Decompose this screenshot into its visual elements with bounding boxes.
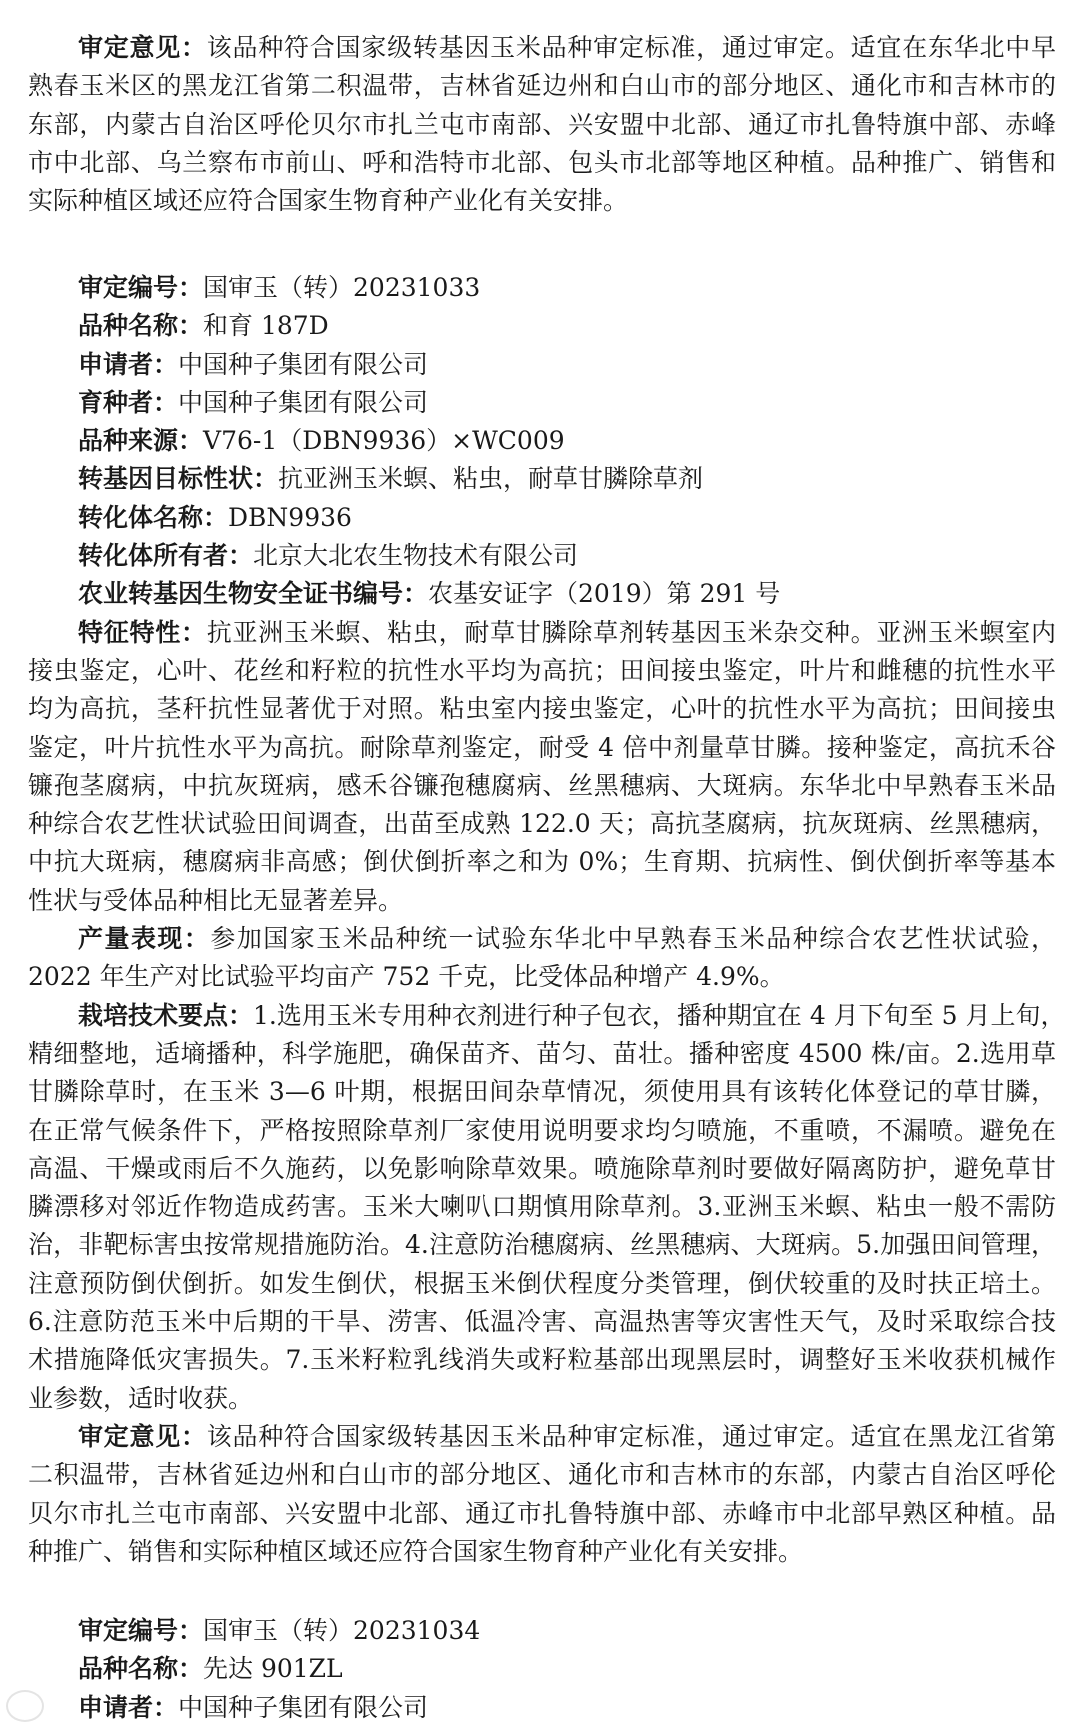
field-value: 北京大北农生物技术有限公司 — [253, 541, 579, 571]
field-line — [28, 1418, 1056, 1456]
field-line — [28, 1689, 1056, 1727]
field-value: 术措施降低灾害损失。7.玉米籽粒乳线消失或籽粒基部出现黑层时，调整好玉米收获机械作 — [28, 1345, 1056, 1375]
paragraph-line — [28, 690, 1056, 728]
field-value: 贝尔市扎兰屯市南部、兴安盟中北部、通辽市扎鲁特旗中部、赤峰市中北部早熟区种植。品 — [28, 1498, 1056, 1528]
field-label: 申请者： — [78, 349, 179, 379]
field-label: 审定意见： — [78, 33, 207, 62]
field-value: 鉴定，叶片抗性水平为高抗。耐除草剂鉴定，耐受 4 倍中剂量草甘膦。接种鉴定，高抗禾谷 — [28, 732, 1056, 762]
field-label: 品种来源： — [78, 426, 204, 456]
paragraph-line — [28, 729, 1056, 767]
field-value: 高温、干燥或雨后不久施药，以免影响除草效果。喷施除草剂时要做好隔离防护，避免草甘 — [28, 1153, 1056, 1183]
field-value: 先达 901ZL — [203, 1654, 343, 1684]
field-value: DBN9936 — [228, 502, 352, 532]
field-line — [28, 269, 1056, 307]
field-line — [28, 1650, 1056, 1688]
paragraph-line — [28, 805, 1056, 843]
field-value: 抗亚洲玉米螟、粘虫，耐草甘膦除草剂 — [278, 464, 704, 494]
field-label: 转基因目标性状： — [78, 464, 279, 494]
field-value: 精细整地，适墒播种，科学施肥，确保苗齐、苗匀、苗壮。播种密度 4500 株/亩。2.选用草 — [28, 1038, 1056, 1068]
field-value: V76-1（DBN9936）×WC009 — [203, 426, 565, 456]
field-value: 1.选用玉米专用种衣剂进行种子包衣，播种期宜在 4 月下旬至 5 月上旬， — [253, 1000, 1066, 1030]
field-value: 该品种符合国家级转基因玉米品种审定标准，通过审定。适宜在东华北中早 — [206, 33, 1056, 62]
paragraph-line — [28, 1112, 1056, 1150]
field-label: 特征特性： — [78, 617, 207, 647]
paragraph-line — [28, 67, 1056, 105]
paragraph-line — [28, 652, 1056, 690]
field-line — [28, 537, 1056, 575]
field-value: 中国种子集团有限公司 — [178, 1692, 429, 1722]
paragraph-line — [28, 1380, 1056, 1418]
field-value: 国审玉（转）20231034 — [203, 1616, 481, 1645]
field-value: 抗亚洲玉米螟、粘虫，耐草甘膦除草剂转基因玉米杂交种。亚洲玉米螟室内 — [206, 617, 1056, 647]
paragraph-line — [28, 1226, 1056, 1264]
paragraph-line — [28, 144, 1056, 182]
field-line — [28, 384, 1056, 422]
field-label: 审定编号： — [78, 1616, 204, 1645]
field-value: 和育 187D — [203, 311, 329, 341]
field-label: 申请者： — [78, 1692, 179, 1722]
field-value: 2022 年生产对比试验平均亩产 752 千克，比受体品种增产 4.9%。 — [28, 962, 785, 992]
field-value: 东部，内蒙古自治区呼伦贝尔市扎兰屯市南部、兴安盟中北部、通辽市扎鲁特旗中部、赤峰 — [28, 109, 1056, 139]
paragraph-line — [28, 1073, 1056, 1111]
field-label: 审定编号： — [78, 273, 204, 302]
field-value: 中国种子集团有限公司 — [178, 387, 429, 417]
field-value: 参加国家玉米品种统一试验东华北中早熟春玉米品种综合农艺性状试验， — [210, 924, 1056, 954]
field-value: 治，非靶标害虫按常规措施防治。4.注意防治穗腐病、丝黑穗病、大斑病。5.加强田间管理， — [28, 1230, 1056, 1260]
paragraph-line — [28, 1341, 1056, 1379]
paragraph-line — [28, 767, 1056, 805]
field-value: 市中北部、乌兰察布市前山、呼和浩特市北部、包头市北部等地区种植。品种推广、销售和 — [28, 147, 1056, 177]
field-label: 转化体名称： — [78, 502, 229, 532]
field-line — [28, 920, 1056, 958]
field-line — [28, 1612, 1056, 1650]
paragraph-line — [28, 1035, 1056, 1073]
field-value: 注意预防倒伏倒折。如发生倒伏，根据玉米倒伏程度分类管理，倒伏较重的及时扶正培土。 — [28, 1268, 1056, 1298]
field-value: 种综合农艺性状试验田间调查，出苗至成熟 122.0 天；高抗茎腐病，抗灰斑病、丝黑穗病， — [28, 809, 1056, 839]
field-label: 农业转基因生物安全证书编号： — [78, 579, 429, 609]
paragraph-line — [28, 106, 1056, 144]
field-label: 转化体所有者： — [78, 541, 254, 571]
paragraph-line — [28, 958, 1056, 996]
field-line — [28, 575, 1056, 613]
field-value: 熟春玉米区的黑龙江省第二积温带，吉林省延边州和白山市的部分地区、通化市和吉林市的 — [28, 71, 1056, 101]
field-value: 中抗大斑病，穗腐病非高感；倒伏倒折率之和为 0%；生育期、抗病性、倒伏倒折率等基本 — [28, 847, 1056, 877]
field-line — [28, 422, 1056, 460]
field-line — [28, 499, 1056, 537]
paragraph-line — [28, 1303, 1056, 1341]
field-label: 栽培技术要点： — [78, 1000, 254, 1030]
paragraph-line — [28, 1533, 1056, 1571]
approval-opinion-section-1 — [28, 29, 1056, 220]
field-value: 中国种子集团有限公司 — [178, 349, 429, 379]
variety-entry-20231034 — [28, 1612, 1056, 1727]
paragraph-line — [28, 1265, 1056, 1303]
paragraph-line — [28, 843, 1056, 881]
field-line — [28, 307, 1056, 345]
paragraph-line — [28, 1188, 1056, 1226]
field-value: 膦漂移对邻近作物造成药害。玉米大喇叭口期慎用除草剂。3.亚洲玉米螟、粘虫一般不需防 — [28, 1192, 1056, 1222]
field-label: 品种名称： — [78, 311, 204, 341]
paragraph-line — [28, 1495, 1056, 1533]
field-value: 镰孢茎腐病，中抗灰斑病，感禾谷镰孢穗腐病、丝黑穗病、大斑病。东华北中早熟春玉米品 — [28, 770, 1056, 800]
variety-entry-20231033 — [28, 269, 1066, 1571]
field-line — [28, 997, 1066, 1035]
watermark-logo-icon — [6, 1690, 44, 1722]
field-value: 二积温带，吉林省延边州和白山市的部分地区、通化市和吉林市的东部，内蒙古自治区呼伦 — [28, 1460, 1056, 1490]
field-value: 均为高抗，茎秆抗性显著优于对照。粘虫室内接虫鉴定，心叶的抗性水平为高抗；田间接虫 — [28, 694, 1056, 724]
paragraph-line — [28, 1456, 1056, 1494]
field-value: 性状与受体品种相比无显著差异。 — [28, 885, 404, 915]
field-value: 在正常气候条件下，严格按照除草剂厂家使用说明要求均匀喷施，不重喷，不漏喷。避免在 — [28, 1115, 1056, 1145]
paragraph-line — [28, 182, 1056, 220]
field-value: 实际种植区域还应符合国家生物育种产业化有关安排。 — [28, 186, 629, 216]
field-value: 业参数，适时收获。 — [28, 1383, 254, 1413]
field-line — [28, 29, 1056, 67]
field-label: 品种名称： — [78, 1654, 204, 1684]
field-label: 审定意见： — [78, 1421, 207, 1451]
field-line — [28, 346, 1056, 384]
paragraph-line — [28, 1150, 1056, 1188]
field-value: 国审玉（转）20231033 — [203, 273, 481, 302]
field-value: 6.注意防范玉米中后期的干旱、涝害、低温冷害、高温热害等灾害性天气，及时采取综合技 — [28, 1307, 1056, 1337]
field-value: 接虫鉴定，心叶、花丝和籽粒的抗性水平均为高抗；田间接虫鉴定，叶片和雌穗的抗性水平 — [28, 655, 1056, 685]
field-line — [28, 460, 1056, 498]
field-label: 育种者： — [78, 387, 179, 417]
field-value: 种推广、销售和实际种植区域还应符合国家生物育种产业化有关安排。 — [28, 1536, 804, 1566]
field-value: 该品种符合国家级转基因玉米品种审定标准，通过审定。适宜在黑龙江省第 — [206, 1421, 1056, 1451]
field-value: 农基安证字（2019）第 291 号 — [428, 579, 781, 609]
field-value: 甘膦除草时，在玉米 3—6 叶期，根据田间杂草情况，须使用具有该转化体登记的草甘膦， — [28, 1077, 1056, 1107]
field-line — [28, 614, 1056, 652]
field-label: 产量表现： — [78, 924, 211, 954]
paragraph-line — [28, 882, 1056, 920]
